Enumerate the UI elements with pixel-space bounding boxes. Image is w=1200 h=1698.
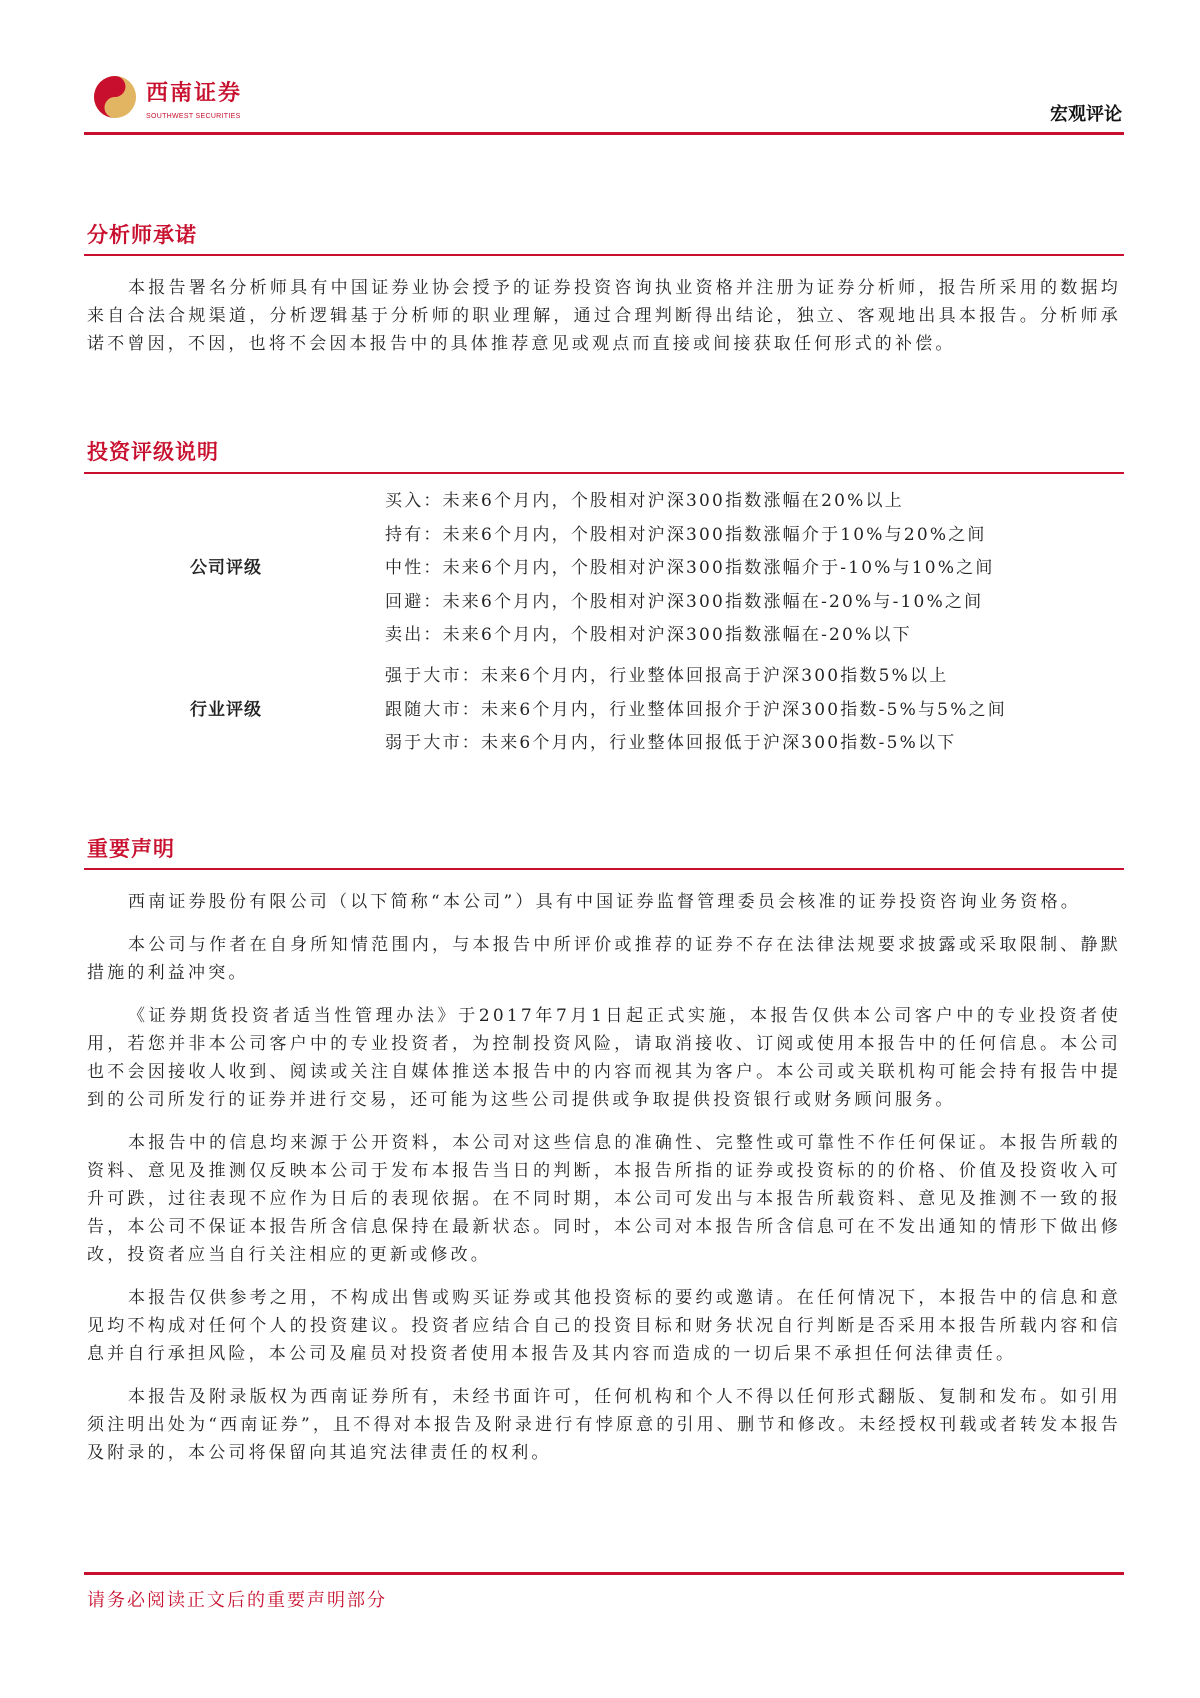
footer-notice: 请务必阅读正文后的重要声明部分 — [87, 1590, 387, 1611]
industry-rating-label: 行业评级 — [190, 700, 262, 720]
disclaimer-section — [87, 888, 1121, 1482]
section-title-analyst-commitment: 分析师承诺 — [87, 222, 197, 247]
company-rating-row: 持有：未来6个月内，个股相对沪深300指数涨幅介于10%与20%之间 — [385, 525, 987, 545]
footer-divider — [84, 1572, 1124, 1575]
section-title-rating: 投资评级说明 — [87, 439, 219, 464]
company-rating-label: 公司评级 — [190, 558, 262, 578]
disclaimer-paragraph: 西南证券股份有限公司（以下简称“本公司”）具有中国证券监督管理委员会核准的证券投资咨询业务资格。 — [128, 892, 1081, 912]
analyst-commitment-section — [87, 274, 1121, 373]
section-title-disclaimer: 重要声明 — [87, 836, 175, 861]
logo-text: 西南证券 — [146, 80, 243, 106]
disclaimer-paragraph: 本报告中的信息均来源于公开资料，本公司对这些信息的准确性、完整性或可靠性不作任何保证。本报告所载的资料、意见及推测仅反映本公司于发布本报告当日的判断，本报告所指的证券或投资标的的价格、价值及投资收入可升可跌，过往表现不应作为日后的表现依据。在不同时期，本公司可发出与本报告所载资料、意见及推测不一致的报告，本公司不保证本报告所含信息保持在最新状态。同时，本公司对本报告所含信息可在不发出通知的情形下做出修改，投资者应当自行关注相应的更新或修改。 — [87, 1133, 1121, 1265]
industry-rating-row: 强于大市：未来6个月内，行业整体回报高于沪深300指数5%以上 — [385, 666, 949, 686]
industry-rating-row: 弱于大市：未来6个月内，行业整体回报低于沪深300指数-5%以下 — [385, 733, 957, 753]
company-logo-icon — [92, 74, 138, 120]
disclaimer-paragraph: 《证券期货投资者适当性管理办法》于2017年7月1日起正式实施，本报告仅供本公司客户中的专业投资者使用，若您并非本公司客户中的专业投资者，为控制投资风险，请取消接收、订阅或使用本报告中的任何信息。本公司也不会因接收人收到、阅读或关注自媒体推送本报告中的内容而视其为客户。本公司或关联机构可能会持有报告中提到的公司所发行的证券并进行交易，还可能为这些公司提供或争取提供投资银行或财务顾问服务。 — [87, 1006, 1121, 1110]
company-rating-row: 买入：未来6个月内，个股相对沪深300指数涨幅在20%以上 — [385, 491, 904, 511]
header-divider — [84, 132, 1124, 135]
section-divider — [84, 254, 1124, 256]
disclaimer-paragraph: 本报告仅供参考之用，不构成出售或购买证券或其他投资标的要约或邀请。在任何情况下，本报告中的信息和意见均不构成对任何个人的投资建议。投资者应结合自己的投资目标和财务状况自行判断是否采用本报告所载内容和信息并自行承担风险，本公司及雇员对投资者使用本报告及其内容而造成的一切后果不承担任何法律责任。 — [87, 1288, 1121, 1364]
company-rating-row: 回避：未来6个月内，个股相对沪深300指数涨幅在-20%与-10%之间 — [385, 592, 984, 612]
section-divider — [84, 472, 1124, 474]
document-type: 宏观评论 — [1050, 104, 1122, 125]
company-rating-row: 卖出：未来6个月内，个股相对沪深300指数涨幅在-20%以下 — [385, 625, 912, 645]
disclaimer-paragraph: 本公司与作者在自身所知情范围内，与本报告中所评价或推荐的证券不存在法律法规要求披露或采取限制、静默措施的利益冲突。 — [87, 935, 1121, 983]
analyst-commitment-text: 本报告署名分析师具有中国证券业协会授予的证券投资咨询执业资格并注册为证券分析师，报告所采用的数据均来自合法合规渠道，分析逻辑基于分析师的职业理解，通过合理判断得出结论，独立、客观地出具本报告。分析师承诺不曾因，不因，也将不会因本报告中的具体推荐意见或观点而直接或间接获取任何形式的补偿。 — [87, 278, 1121, 354]
company-rating-row: 中性：未来6个月内，个股相对沪深300指数涨幅介于-10%与10%之间 — [385, 558, 995, 578]
industry-rating-row: 跟随大市：未来6个月内，行业整体回报介于沪深300指数-5%与5%之间 — [385, 700, 1007, 720]
section-divider — [84, 868, 1124, 870]
disclaimer-paragraph: 本报告及附录版权为西南证券所有，未经书面许可，任何机构和个人不得以任何形式翻版、复制和发布。如引用须注明出处为“西南证券”，且不得对本报告及附录进行有悖原意的引用、删节和修改。未经授权刊载或者转发本报告及附录的，本公司将保留向其追究法律责任的权利。 — [87, 1387, 1121, 1463]
logo-subtext: SOUTHWEST SECURITIES — [146, 113, 241, 120]
